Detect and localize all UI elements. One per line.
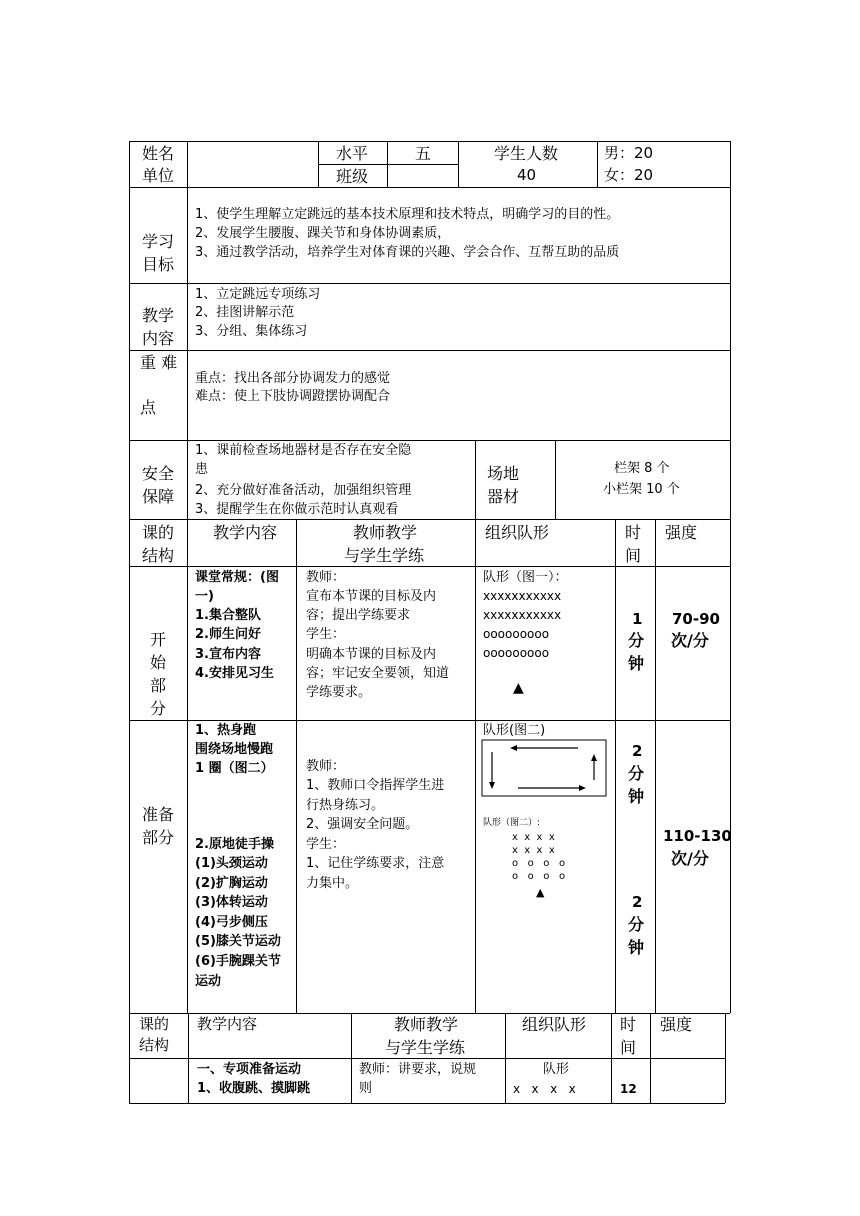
start-intensity: 次/分 bbox=[671, 631, 709, 650]
content-item: 1、立定跳远专项练习 bbox=[195, 287, 321, 302]
safety-line: 1、课前检查场地器材是否存在安全隐 bbox=[195, 443, 412, 458]
content-item: 3、分组、集体练习 bbox=[195, 324, 308, 339]
start-content-line: 课堂常规：(图 bbox=[195, 570, 279, 585]
prep-content-line: (3)体转运动 bbox=[195, 895, 268, 910]
start-label: 分 bbox=[150, 699, 167, 718]
col-structure-1: 课的 bbox=[142, 523, 175, 542]
prep-teacher-line: 行热身练习。 bbox=[306, 798, 385, 813]
prep-label: 准备 bbox=[142, 805, 175, 824]
prep-content-line: 围绕场地慢跑 bbox=[195, 742, 274, 757]
start-teacher-line: 学生： bbox=[306, 627, 346, 642]
start-teacher-line: 学练要求。 bbox=[306, 685, 372, 700]
next-col-time-2: 间 bbox=[620, 1038, 637, 1057]
students-value: 40 bbox=[517, 166, 537, 184]
start-teacher-line: 容；牢记安全要领，知道 bbox=[306, 666, 450, 681]
route-arrowhead-left bbox=[510, 745, 517, 751]
prep-formation-title: 队形(图二) bbox=[483, 723, 546, 738]
prep-intensity: 110-130 bbox=[663, 827, 732, 845]
name-label: 姓名 bbox=[142, 144, 175, 163]
prep-teacher-line: 教师： bbox=[306, 759, 346, 774]
prep-teacher-line: 1、记住学练要求，注意 bbox=[306, 856, 445, 871]
teacher-position-icon: ▲ bbox=[513, 680, 524, 696]
start-time: 1 bbox=[632, 610, 643, 628]
prep-label: 部分 bbox=[142, 828, 175, 847]
prep-time-a: 2 bbox=[632, 742, 643, 760]
formation-row: x x x x bbox=[512, 832, 555, 843]
students-label: 学生人数 bbox=[494, 144, 559, 163]
next-col-structure-2: 结构 bbox=[139, 1036, 170, 1054]
prep-formation-small-title: 队形（图二）: bbox=[483, 818, 541, 828]
prep-teacher-line: 2、强调安全问题。 bbox=[306, 817, 419, 832]
next-col-teacher-2: 与学生学练 bbox=[385, 1038, 466, 1057]
venue-label-1: 场地 bbox=[487, 464, 520, 483]
start-formation-title: 队形（图一）： bbox=[483, 570, 568, 585]
next-time: 12 bbox=[620, 1082, 637, 1096]
next-col-formation: 组织队形 bbox=[522, 1015, 587, 1034]
prep-content-line: 运动 bbox=[195, 974, 222, 989]
objective-item: 3、通过教学活动，培养学生对体育课的兴趣、学会合作、互帮互助的品质 bbox=[195, 245, 620, 260]
safety-label-2: 保障 bbox=[142, 487, 175, 506]
col-formation: 组织队形 bbox=[485, 523, 550, 542]
prep-content-line: (6)手腕踝关节 bbox=[195, 954, 281, 969]
formation-row: xxxxxxxxxxx bbox=[483, 608, 562, 622]
formation-row: o o o o bbox=[512, 871, 566, 882]
formation-row: x x x x bbox=[512, 845, 555, 856]
next-content-line: 1、收腹跳、摸脚跳 bbox=[197, 1081, 311, 1096]
start-content-line: 1.集合整队 bbox=[195, 608, 261, 623]
prep-content-line: 1 圈（图二） bbox=[195, 761, 274, 776]
formation-row: xxxxxxxxxxx bbox=[483, 589, 562, 603]
safety-label-1: 安全 bbox=[142, 464, 175, 483]
unit-label: 单位 bbox=[142, 166, 175, 185]
difficulty-hard: 难点：使上下肢协调蹬摆协调配合 bbox=[195, 389, 391, 404]
objective-item: 1、使学生理解立定跳远的基本技术原理和技术特点，明确学习的目的性。 bbox=[195, 207, 620, 222]
female-count: 女：20 bbox=[604, 166, 654, 184]
level-label: 水平 bbox=[336, 144, 369, 163]
route-arrowhead-up bbox=[591, 754, 597, 761]
prep-time-b: 钟 bbox=[628, 938, 645, 957]
objectives-label-1: 学习 bbox=[142, 232, 175, 251]
col-teacher-2: 与学生学练 bbox=[344, 546, 425, 565]
start-label: 开 bbox=[150, 630, 167, 649]
start-content-line: 3.宣布内容 bbox=[195, 647, 261, 662]
prep-time-a: 分 bbox=[628, 764, 645, 783]
next-teacher-line: 则 bbox=[359, 1081, 373, 1096]
start-intensity: 70-90 bbox=[672, 610, 720, 628]
prep-teacher-line: 学生： bbox=[306, 837, 346, 852]
next-formation-title: 队形 bbox=[543, 1062, 570, 1077]
start-content-line: 2.师生问好 bbox=[195, 627, 261, 642]
level-value: 五 bbox=[415, 144, 432, 163]
content-label-1: 教学 bbox=[142, 306, 175, 325]
objective-item: 2、发展学生腰腹、踝关节和身体协调素质， bbox=[195, 226, 451, 241]
difficulty-key: 重点：找出各部分协调发力的感觉 bbox=[195, 371, 391, 386]
equipment-item: 栏架 8 个 bbox=[614, 461, 670, 476]
start-teacher-line: 宣布本节课的目标及内 bbox=[306, 589, 437, 604]
route-arrowhead-right bbox=[579, 785, 586, 791]
start-teacher-line: 容；提出学练要求 bbox=[306, 608, 411, 623]
prep-time-b: 2 bbox=[632, 893, 643, 911]
prep-content-line: 2.原地徒手操 bbox=[195, 837, 274, 852]
prep-time-b: 分 bbox=[628, 915, 645, 934]
next-col-teach-content: 教学内容 bbox=[197, 1015, 258, 1033]
start-label: 始 bbox=[150, 653, 167, 672]
venue-label-2: 器材 bbox=[487, 487, 520, 506]
start-content-line: 4.安排见习生 bbox=[195, 666, 274, 681]
equipment-item: 小栏架 10 个 bbox=[603, 482, 680, 497]
col-time-2: 间 bbox=[625, 546, 642, 565]
col-time-1: 时 bbox=[625, 523, 642, 542]
prep-content-line: 1、热身跑 bbox=[195, 723, 257, 738]
safety-line: 患 bbox=[195, 462, 209, 477]
next-content-line: 一、专项准备运动 bbox=[197, 1062, 302, 1077]
next-col-teacher-1: 教师教学 bbox=[394, 1015, 459, 1034]
safety-line: 3、提醒学生在你做示范时认真观看 bbox=[195, 502, 399, 517]
route-arrowhead-down bbox=[489, 782, 495, 789]
col-teacher-1: 教师教学 bbox=[353, 523, 418, 542]
prep-content-line: (5)膝关节运动 bbox=[195, 934, 281, 949]
teacher-position-icon: ▲ bbox=[536, 886, 545, 899]
objectives-label-2: 目标 bbox=[142, 255, 175, 274]
running-route-diagram bbox=[480, 738, 610, 800]
next-col-time-1: 时 bbox=[620, 1015, 637, 1034]
col-intensity: 强度 bbox=[665, 523, 698, 542]
content-label-2: 内容 bbox=[142, 329, 175, 348]
formation-row: o o o o bbox=[512, 858, 566, 869]
start-teacher-line: 教师： bbox=[306, 570, 346, 585]
difficulty-label-2: 点 bbox=[140, 398, 157, 417]
formation-row: ooooooooo bbox=[483, 646, 550, 660]
next-teacher-line: 教师：讲要求，说规 bbox=[359, 1062, 477, 1077]
difficulty-label-1: 重 难 bbox=[140, 353, 178, 372]
next-col-structure-1: 课的 bbox=[139, 1015, 170, 1033]
prep-intensity: 次/分 bbox=[671, 849, 709, 868]
formation-row: x x x x bbox=[513, 1082, 576, 1096]
prep-content-line: (4)弓步侧压 bbox=[195, 915, 268, 930]
start-time: 分 bbox=[628, 631, 645, 650]
start-time: 钟 bbox=[628, 654, 645, 673]
male-count: 男：20 bbox=[604, 144, 654, 162]
class-label: 班级 bbox=[336, 167, 369, 186]
start-content-line: 一) bbox=[195, 589, 214, 604]
content-item: 2、挂图讲解示范 bbox=[195, 305, 295, 320]
prep-teacher-line: 1、教师口令指挥学生进 bbox=[306, 778, 445, 793]
prep-teacher-line: 力集中。 bbox=[306, 876, 359, 891]
formation-row: ooooooooo bbox=[483, 627, 550, 641]
col-teach-content: 教学内容 bbox=[213, 523, 278, 542]
col-structure-2: 结构 bbox=[142, 546, 175, 565]
start-teacher-line: 明确本节课的目标及内 bbox=[306, 647, 437, 662]
safety-line: 2、充分做好准备活动，加强组织管理 bbox=[195, 483, 412, 498]
next-col-intensity: 强度 bbox=[660, 1015, 693, 1034]
start-label: 部 bbox=[150, 676, 167, 695]
prep-content-line: (2)扩胸运动 bbox=[195, 876, 268, 891]
prep-time-a: 钟 bbox=[628, 787, 645, 806]
prep-content-line: (1)头颈运动 bbox=[195, 856, 268, 871]
